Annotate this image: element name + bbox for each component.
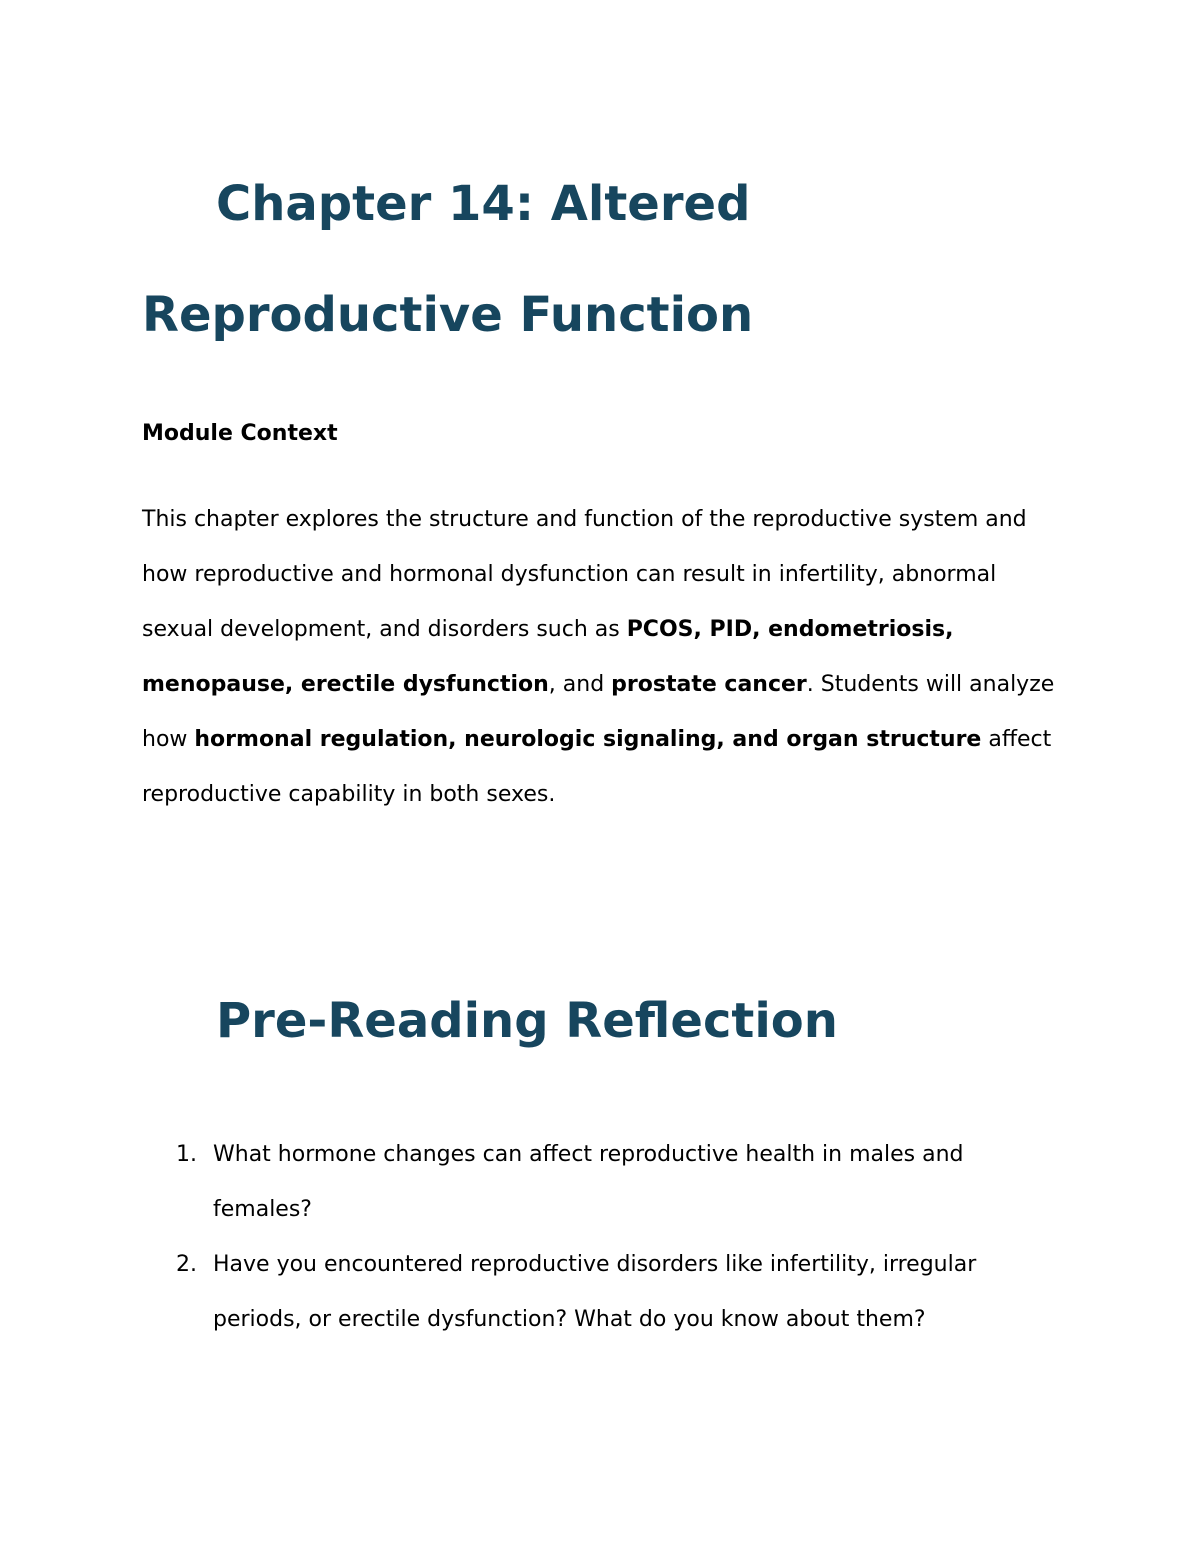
chapter-title-line-2: Reproductive Function	[142, 287, 754, 343]
pre-reading-heading: Pre-Reading Reflection	[216, 993, 838, 1049]
chapter-title-line-1: Chapter 14: Altered	[216, 176, 751, 232]
paragraph-text-3: . Students will analyze how	[142, 672, 1055, 752]
module-context-paragraph	[142, 492, 1062, 822]
reflection-question-list	[142, 1127, 1062, 1347]
module-context-heading: Module Context	[142, 421, 338, 446]
paragraph-bold-prostate-cancer: prostate cancer	[611, 672, 807, 697]
paragraph-bold-disorders: PCOS, PID, endometriosis, menopause, erectile dysfunction	[142, 617, 954, 697]
question-text: What hormone changes can affect reproductive health in males and females?	[213, 1142, 964, 1222]
list-item	[142, 1237, 1062, 1347]
question-number: 1.	[176, 1142, 197, 1167]
question-number: 2.	[176, 1252, 197, 1277]
paragraph-text-2: , and	[548, 672, 612, 697]
paragraph-bold-regulation: hormonal regulation, neurologic signaling, and organ structure	[194, 727, 982, 752]
question-text: Have you encountered reproductive disorders like infertility, irregular periods, or erectile dysfunction? What do you know about them?	[213, 1252, 977, 1332]
paragraph-text-1: This chapter explores the structure and function of the reproductive system and how reproductive and hormonal dysfunction can result in infertility, abnormal sexual development, and disorders such as	[142, 507, 1027, 642]
list-item	[142, 1127, 1062, 1237]
paragraph-text-4: affect reproductive capability in both sexes.	[142, 727, 1052, 807]
